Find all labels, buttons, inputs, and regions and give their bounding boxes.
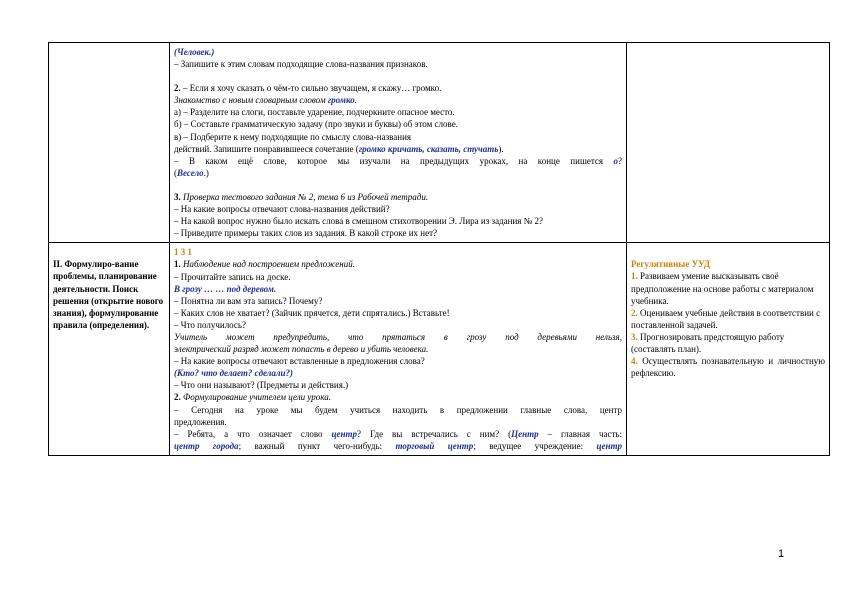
uud-num: 1. xyxy=(631,271,638,282)
text-line: – Понятна ли вам эта запись? Почему? xyxy=(174,295,323,306)
table-row-stage-2 xyxy=(49,243,830,456)
keyword-gromko: громко xyxy=(327,95,355,106)
text-line: 2. Формулирование учителем цели урока. xyxy=(174,392,332,403)
text-line: – Сегодня на уроке мы будем учиться находить в предложении главные слова, центр xyxy=(174,404,622,415)
text-line: б) – Составьте грамматическую задачу (про звуки и буквы) об этом слове. xyxy=(174,119,458,130)
text-line: – Прочитайте запись на доске. xyxy=(174,271,291,282)
text-line: – На какой вопрос нужно было искать слова в смешном стихотворении Э. Лира из задания № 2? xyxy=(174,216,543,227)
stage-cell-empty xyxy=(49,43,170,243)
text-line: – Приведите примеры таких слов из задания. В какой строке их нет? xyxy=(174,228,438,239)
uud-item xyxy=(631,355,825,379)
text-segment: – Ребята, а что означает слово xyxy=(174,428,332,439)
task-2: – Если я хочу сказать о чём-то сильно звучащем, я скажу… громко. xyxy=(183,83,442,94)
stage-cell xyxy=(49,243,170,456)
keyword-veselo: Весело xyxy=(177,167,204,178)
text-line: – Каких слов не хватает? (Зайчик прячется, дети спрятались.) Вставьте! xyxy=(174,307,450,318)
table-row-continuation xyxy=(49,43,830,243)
text-line xyxy=(174,428,622,440)
board-sentence: В грозу … … под деревом. xyxy=(174,283,277,294)
uud-item xyxy=(631,307,825,331)
keyword: Центр xyxy=(511,428,539,439)
task-3: Проверка тестового задания № 2, тема 6 из Рабочей тетради. xyxy=(183,191,429,202)
text-line: в) – Подберите к нему подходящие по смыслу слова-названия xyxy=(174,131,412,142)
uud-item xyxy=(631,331,825,355)
activity-cell xyxy=(170,243,627,456)
text-segment: ; ведущее учреждение: xyxy=(473,440,597,451)
text-segment: ? Где вы встречались с ним? ( xyxy=(357,428,512,439)
text-line: 2. – Если я хочу сказать о чём-то сильно звучащем, я скажу… громко. xyxy=(174,83,442,94)
keyword: центр города xyxy=(174,440,239,451)
text-line: – Запишите к этим словам подходящие слова-названия признаков. xyxy=(174,59,428,70)
rich-line xyxy=(174,441,622,451)
uud-text: Развиваем умение высказывать своё предположение на основе работы с материалом учебника. xyxy=(631,271,814,306)
task-1: Наблюдение над построением предложений. xyxy=(183,259,356,270)
text-line xyxy=(174,155,622,167)
text-line: – На какие вопросы отвечают вставленные в предложения слова? xyxy=(174,356,425,367)
uud-text: Прогнозировать предстоящую работу (составлять план). xyxy=(631,331,785,354)
uud-cell-empty xyxy=(627,43,830,243)
text-line xyxy=(174,440,622,452)
text-head: действий. Запишите понравившееся сочетание ( xyxy=(174,143,359,154)
text-tail: .) xyxy=(203,167,209,178)
text-line: 1. Наблюдение над построением предложений. xyxy=(174,259,356,270)
text-head: ( xyxy=(174,167,177,178)
keyword-phrase: громко кричать, сказать, стучать xyxy=(358,143,499,154)
page-number: 1 xyxy=(778,548,785,560)
teacher-note: электрический разряд может попасть в дерево и убить человека. xyxy=(174,344,429,355)
text-line: – Что они называют? (Предметы и действия.) xyxy=(174,380,349,391)
text-head: – В каком ещё слове, которое мы изучали на предыдущих уроках, на конце пишется xyxy=(174,155,614,166)
text-segment: ; важный пункт чего-нибудь: xyxy=(238,440,396,451)
uud-cell xyxy=(627,243,830,456)
keyword: центр xyxy=(596,440,622,451)
uud-item xyxy=(631,270,825,306)
header-numbers: 1 3 1 xyxy=(174,247,192,258)
uud-num: 4. xyxy=(631,356,638,367)
task-2-goal: Формулирование учителем цели урока. xyxy=(183,392,332,403)
rich-line xyxy=(174,429,622,439)
keyword: центр xyxy=(331,428,357,439)
teacher-note: Учитель может предупредить, что прятаться в грозу под деревьями нельзя, xyxy=(174,331,622,342)
text-line xyxy=(174,167,622,179)
keyword-chelovek: Человек xyxy=(177,47,210,57)
text-tail: ? xyxy=(618,155,622,166)
lesson-table xyxy=(48,42,830,456)
uud-num: 3. xyxy=(631,331,638,342)
text-line: – На какие вопросы отвечают слова-названия действий? xyxy=(174,204,390,215)
activity-cell: (Человек.) – Запишите к этим словам подходящие слова-названия признаков. 2. – Если я хочу сказать о чём-то сильно звучащем, я скажу… громко. Знакомство с новым словарным словом громко. а) – Разделите на слоги, поставьте ударение, подчеркните опасное место. б) – Составьте грамматическую задачу (про звуки и буквы) об этом слове. в) – Подберите к нему подходящие по смыслу слова-названия действий. Запишите понравившееся сочетание (громко кричать, сказать, стучать). – В каком ещё слове, которое мы изучали на предыдущих уроках, на конце пишется о? (Весело.) 3. Проверка тестового задания № 2, тема 6 из Рабочей тетради. – На какие вопросы отвечают слова-названия действий? – На какой вопрос нужно было искать слова в смешном стихотворении Э. Лира из задания № 2? – Приведите примеры таких слов из задания. В какой строке их нет? xyxy=(170,43,627,243)
uud-text: Оцениваем учебные действия в соответствии с поставленной задачей. xyxy=(631,307,821,330)
text-line xyxy=(174,94,622,106)
text-segment: – главная часть: xyxy=(538,428,622,439)
text-tail: ). xyxy=(498,143,504,154)
keyword-o: о xyxy=(613,155,618,166)
text-line: 3. Проверка тестового задания № 2, тема 6 из Рабочей тетради. xyxy=(174,191,429,202)
text-tail: . xyxy=(354,95,357,106)
text-line xyxy=(174,143,622,155)
text-line: а) – Разделите на слоги, поставьте ударение, подчеркните опасное место. xyxy=(174,107,455,118)
stage-title: II. Формулиро-вание проблемы, планирование деятельности. Поиск решения (открытие нового знания), формулирование правила (определения). xyxy=(53,259,164,330)
uud-num: 2. xyxy=(631,307,638,318)
keyword: торговый центр xyxy=(395,440,474,451)
text-line: – Что получилось? xyxy=(174,319,247,330)
questions: (Кто? что делает? сделали?) xyxy=(174,368,294,379)
uud-title: Регулятивные УУД xyxy=(631,259,711,270)
text-line: предложения. xyxy=(174,416,227,427)
intro-text: Знакомство с новым словарным словом xyxy=(174,95,328,106)
uud-text: Осуществлять познавательную и личностную рефлексию. xyxy=(631,356,825,379)
